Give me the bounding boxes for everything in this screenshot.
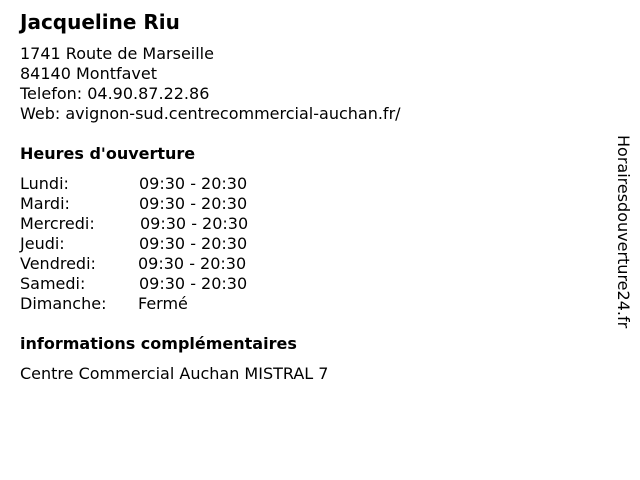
address-street: 1741 Route de Marseille <box>20 44 214 63</box>
store-name: Jacqueline Riu <box>20 10 180 34</box>
site-watermark: Horairesdouverture24.fr <box>614 135 633 329</box>
opening-hours-table <box>20 174 280 314</box>
time-value: 09:30 - 20:30 <box>139 234 248 253</box>
hours-row-samedi <box>20 274 280 294</box>
day-label: Mercredi: <box>20 214 95 233</box>
hours-row-vendredi <box>20 254 280 274</box>
time-value: 09:30 - 20:30 <box>140 214 249 233</box>
time-value: 09:30 - 20:30 <box>139 194 248 213</box>
address-block <box>20 44 401 124</box>
hours-heading: Heures d'ouverture <box>20 144 196 163</box>
website-link[interactable]: Web: avignon-sud.centrecommercial-auchan.fr/ <box>20 104 401 123</box>
time-value: Fermé <box>138 294 188 313</box>
day-label: Mardi: <box>20 194 70 213</box>
time-value: 09:30 - 20:30 <box>138 254 247 273</box>
hours-row-mardi <box>20 194 280 214</box>
info-text: Centre Commercial Auchan MISTRAL 7 <box>20 364 329 383</box>
hours-row-dimanche <box>20 294 280 314</box>
info-heading: informations complémentaires <box>20 334 297 353</box>
day-label: Dimanche: <box>20 294 107 313</box>
day-label: Lundi: <box>20 174 69 193</box>
time-value: 09:30 - 20:30 <box>139 174 248 193</box>
hours-row-mercredi <box>20 214 280 234</box>
day-label: Samedi: <box>20 274 86 293</box>
hours-row-jeudi <box>20 234 280 254</box>
hours-row-lundi <box>20 174 280 194</box>
address-city: 84140 Montfavet <box>20 64 158 83</box>
phone-number: Telefon: 04.90.87.22.86 <box>20 84 210 103</box>
day-label: Jeudi: <box>20 234 65 253</box>
day-label: Vendredi: <box>20 254 96 273</box>
time-value: 09:30 - 20:30 <box>139 274 248 293</box>
